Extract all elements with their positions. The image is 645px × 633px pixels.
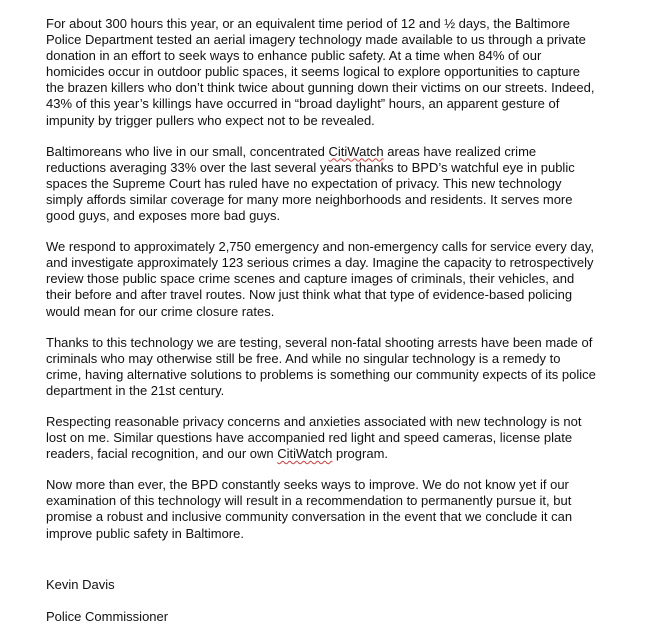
paragraph-aerial-imagery-test: For about 300 hours this year, or an equivalent time period of 12 and ½ days, the Baltimore Police Department tested an aerial imagery technology made available to us through a private donation in an effort to seek ways to enhance public safety. At a time when 84% of our homicides occur in outdoor public spaces, it seems logical to explore opportunities to capture the brazen killers who don’t think twice about gunning down their victims on our streets. Indeed, 43% of this year’s killings have occurred in “broad daylight” hours, an apparent gesture of impunity by trigger pullers who expect not to be revealed. [46, 16, 595, 128]
paragraph-privacy-concerns [46, 414, 622, 462]
paragraph-arrests: Thanks to this technology we are testing, several non-fatal shooting arrests have been made of criminals who may otherwise still be free. And while no singular technology is a remedy to crime, having alternative solutions to problems is something our community expects of its police department in the 21st century. [46, 334, 596, 398]
paragraph-closing: Now more than ever, the BPD constantly seeks ways to improve. We do not know yet if our examination of this technology will result in a recommendation to permanently pursue it, but promise a robust and inclusive community conversation in the event that we conclude it can improve public safety in Baltimore. [46, 477, 573, 541]
paragraph-text: program. [332, 446, 389, 462]
paragraph-text: Respecting reasonable privacy concerns and anxieties associated with new technology is not lost on me. Similar questions have accompanied red light and speed cameras, license plate readers, facial recognition, and our own [46, 413, 582, 462]
paragraph-text: Baltimoreans who live in our small, concentrated [46, 143, 329, 159]
paragraph-text: areas have realized crime reductions averaging 33% over the last several years thanks to BPD’s watchful eye in public spaces the Supreme Court has ruled have no expectation of privacy. This new technology simply affords similar coverage for many more neighborhoods and residents. It serves more good guys, and exposes more bad guys. [46, 143, 575, 224]
spellcheck-flagged-word: CitiWatch [328, 143, 384, 159]
paragraph-calls-for-service: We respond to approximately 2,750 emergency and non-emergency calls for service every day, and investigate approximately 123 serious crimes a day. Imagine the capacity to retrospectively review those public space crime scenes and capture images of criminals, their vehicles, and their before and after travel routes. Now just think what that type of evidence-based policing would mean for our crime closure rates. [46, 239, 594, 319]
letter-body [46, 16, 622, 557]
signature-name: Kevin Davis [46, 577, 115, 592]
paragraph-citiwatch-results [46, 144, 622, 224]
spellcheck-flagged-word: CitiWatch [277, 446, 333, 462]
signature-title: Police Commissioner [46, 609, 169, 624]
